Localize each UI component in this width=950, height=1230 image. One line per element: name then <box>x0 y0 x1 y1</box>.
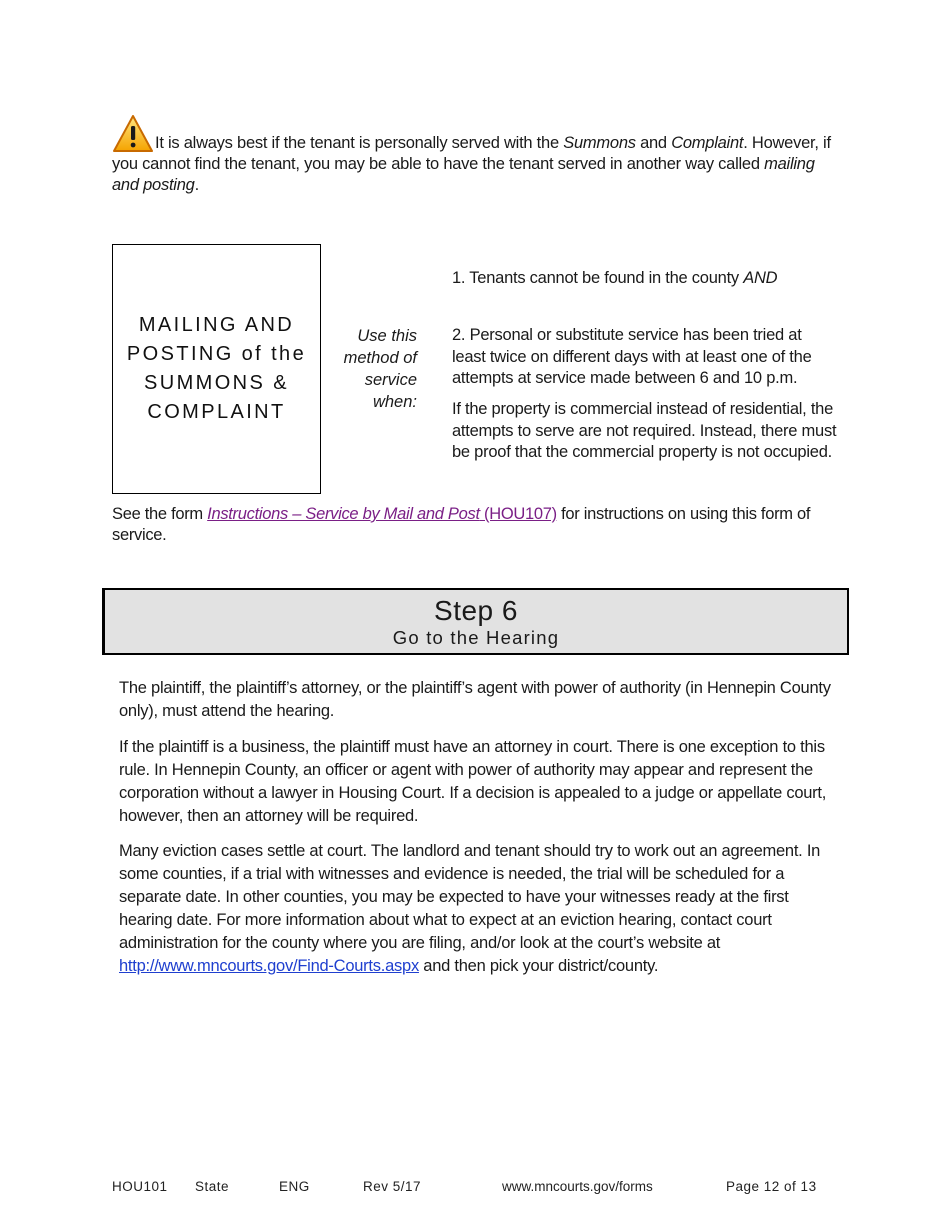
instructions-link-title: Instructions – Service by Mail and Post <box>207 505 480 523</box>
instructions-form-link[interactable] <box>207 505 557 523</box>
use-method-line: method of <box>343 349 417 367</box>
warning-text-and: and <box>635 134 672 152</box>
find-courts-link[interactable]: http://www.mncourts.gov/Find-Courts.aspx <box>119 957 419 975</box>
warning-text-cont: . However, if you cannot find the tenant, you may be able to have the tenant served in another way called <box>112 134 831 173</box>
mailing-posting-title <box>123 311 310 427</box>
mailing-posting-term: mailing and posting <box>112 155 815 194</box>
warning-text-end: . <box>194 176 199 194</box>
footer-jurisdiction: State <box>195 1179 230 1194</box>
use-method-line: service <box>364 371 417 389</box>
footer-language: ENG <box>279 1179 310 1194</box>
use-method-line: when: <box>372 393 417 411</box>
footer-revision: Rev 5/17 <box>363 1179 422 1194</box>
see-form-text: See the form <box>112 505 208 523</box>
step-header <box>102 588 849 655</box>
warning-text: It is always best if the tenant is personally served with the <box>155 134 564 152</box>
mailing-posting-box <box>112 244 321 494</box>
paragraph-settlement-text: Many eviction cases settle at court. The landlord and tenant should try to work out an agreement. In some counties, if a trial with witnesses and evidence is needed, the trial will be scheduled for a separate date. In other counties, you may be expected to have your witnesses ready at the first hearing date. For more information about what to expect at an eviction hearing, contact court administration for the county where you are filing, and/or look at the court’s website at <box>119 842 821 952</box>
footer-form-code: HOU101 <box>112 1179 168 1194</box>
commercial-note: If the property is commercial instead of residential, the attempts to serve are not required. Instead, there must be proof that the commercial property is not occupied. <box>452 400 837 461</box>
complaint-term: Complaint <box>671 134 744 152</box>
condition-1-text: 1. Tenants cannot be found in the county <box>452 269 744 287</box>
warning-icon <box>112 114 154 154</box>
condition-2: 2. Personal or substitute service has been tried at least twice on different days with at least one of the attempts at service made between 6 and 10 p.m. <box>452 326 812 387</box>
instructions-link-code: (HOU107) <box>479 505 557 523</box>
mailing-title-line: COMPLAINT <box>147 401 286 423</box>
paragraph-business: If the plaintiff is a business, the plaintiff must have an attorney in court. There is one exception to this rule. In Hennepin County, an officer or agent with power of authority may appear and represent the corporation without a lawyer in Housing Court. If a decision is appealed to a judge or appellate court, however, then an attorney will be required. <box>119 738 827 825</box>
summons-term: Summons <box>563 134 636 152</box>
step-subtitle: Go to the Hearing <box>392 627 560 648</box>
step-title: Step 6 <box>434 595 518 626</box>
paragraph-settlement-end: and then pick your district/county. <box>418 957 659 975</box>
warning-notice <box>112 114 842 196</box>
use-method-line: Use this <box>357 327 417 345</box>
footer-page-number: Page 12 of 13 <box>726 1179 817 1194</box>
paragraph-attendance: The plaintiff, the plaintiff’s attorney, or the plaintiff’s agent with power of authority (in Hennepin County only), must attend the hearing. <box>119 679 831 720</box>
see-form-note <box>112 504 852 546</box>
paragraph-settlement <box>119 840 843 978</box>
mailing-title-line: POSTING of the <box>126 343 307 365</box>
footer-website: www.mncourts.gov/forms <box>502 1179 653 1194</box>
mailing-title-line: SUMMONS & <box>144 372 289 394</box>
condition-1 <box>452 268 837 290</box>
use-method-label <box>322 325 417 413</box>
mailing-title-line: MAILING AND <box>138 314 295 336</box>
condition-1-and: AND <box>743 269 778 287</box>
see-form-text-end: for instructions on using this form of service. <box>112 505 811 544</box>
